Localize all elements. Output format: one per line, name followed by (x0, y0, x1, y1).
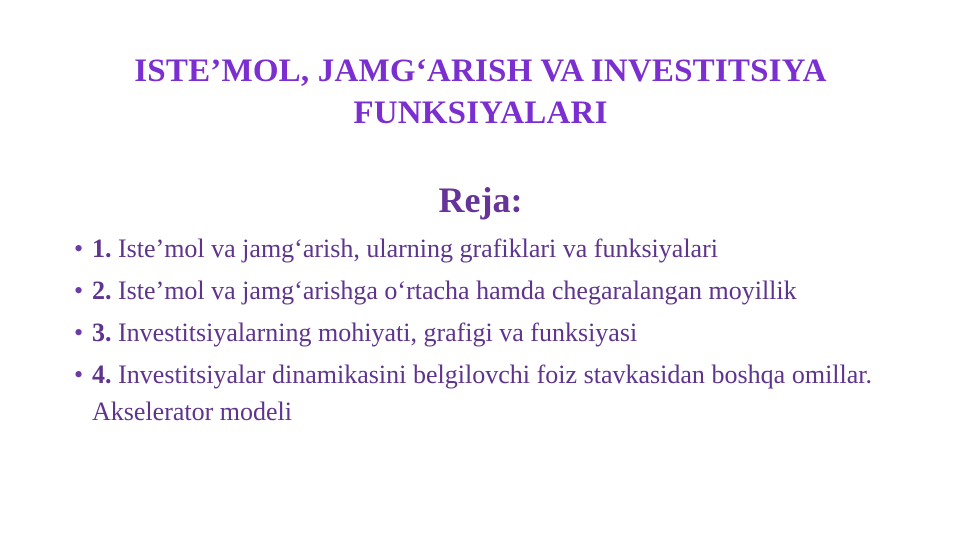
item-number: 1. (92, 234, 112, 263)
item-text: Iste’mol va jamg‘arish, ularning grafiklari va funksiyalari (118, 234, 718, 263)
item-number: 2. (92, 276, 112, 305)
title-line-1: ISTE’MOL, JAMG‘ARISH VA INVESTITSIYA (134, 53, 827, 89)
agenda-item-2 (68, 272, 872, 309)
title-line-2: FUNKSIYALARI (353, 95, 608, 131)
item-number: 4. (92, 360, 112, 389)
agenda-item-3 (68, 314, 872, 351)
bullet-icon: • (74, 318, 84, 347)
agenda-item-1 (68, 230, 872, 267)
slide-title (0, 50, 961, 134)
item-text: Iste’mol va jamg‘arishga o‘rtacha hamda chegaralangan moyillik (118, 276, 797, 305)
agenda-item-4 (68, 356, 872, 430)
agenda-heading: Reja: (438, 180, 523, 220)
item-text: Investitsiyalarning mohiyati, grafigi va funksiyasi (118, 318, 638, 347)
item-number: 3. (92, 318, 112, 347)
item-text: Investitsiyalar dinamikasini belgilovchi foiz stavkasidan boshqa omillar. Akselerator modeli (92, 360, 872, 426)
bullet-icon: • (74, 276, 84, 305)
agenda-list (68, 230, 872, 430)
bullet-icon: • (74, 234, 84, 263)
bullet-icon: • (74, 360, 84, 389)
